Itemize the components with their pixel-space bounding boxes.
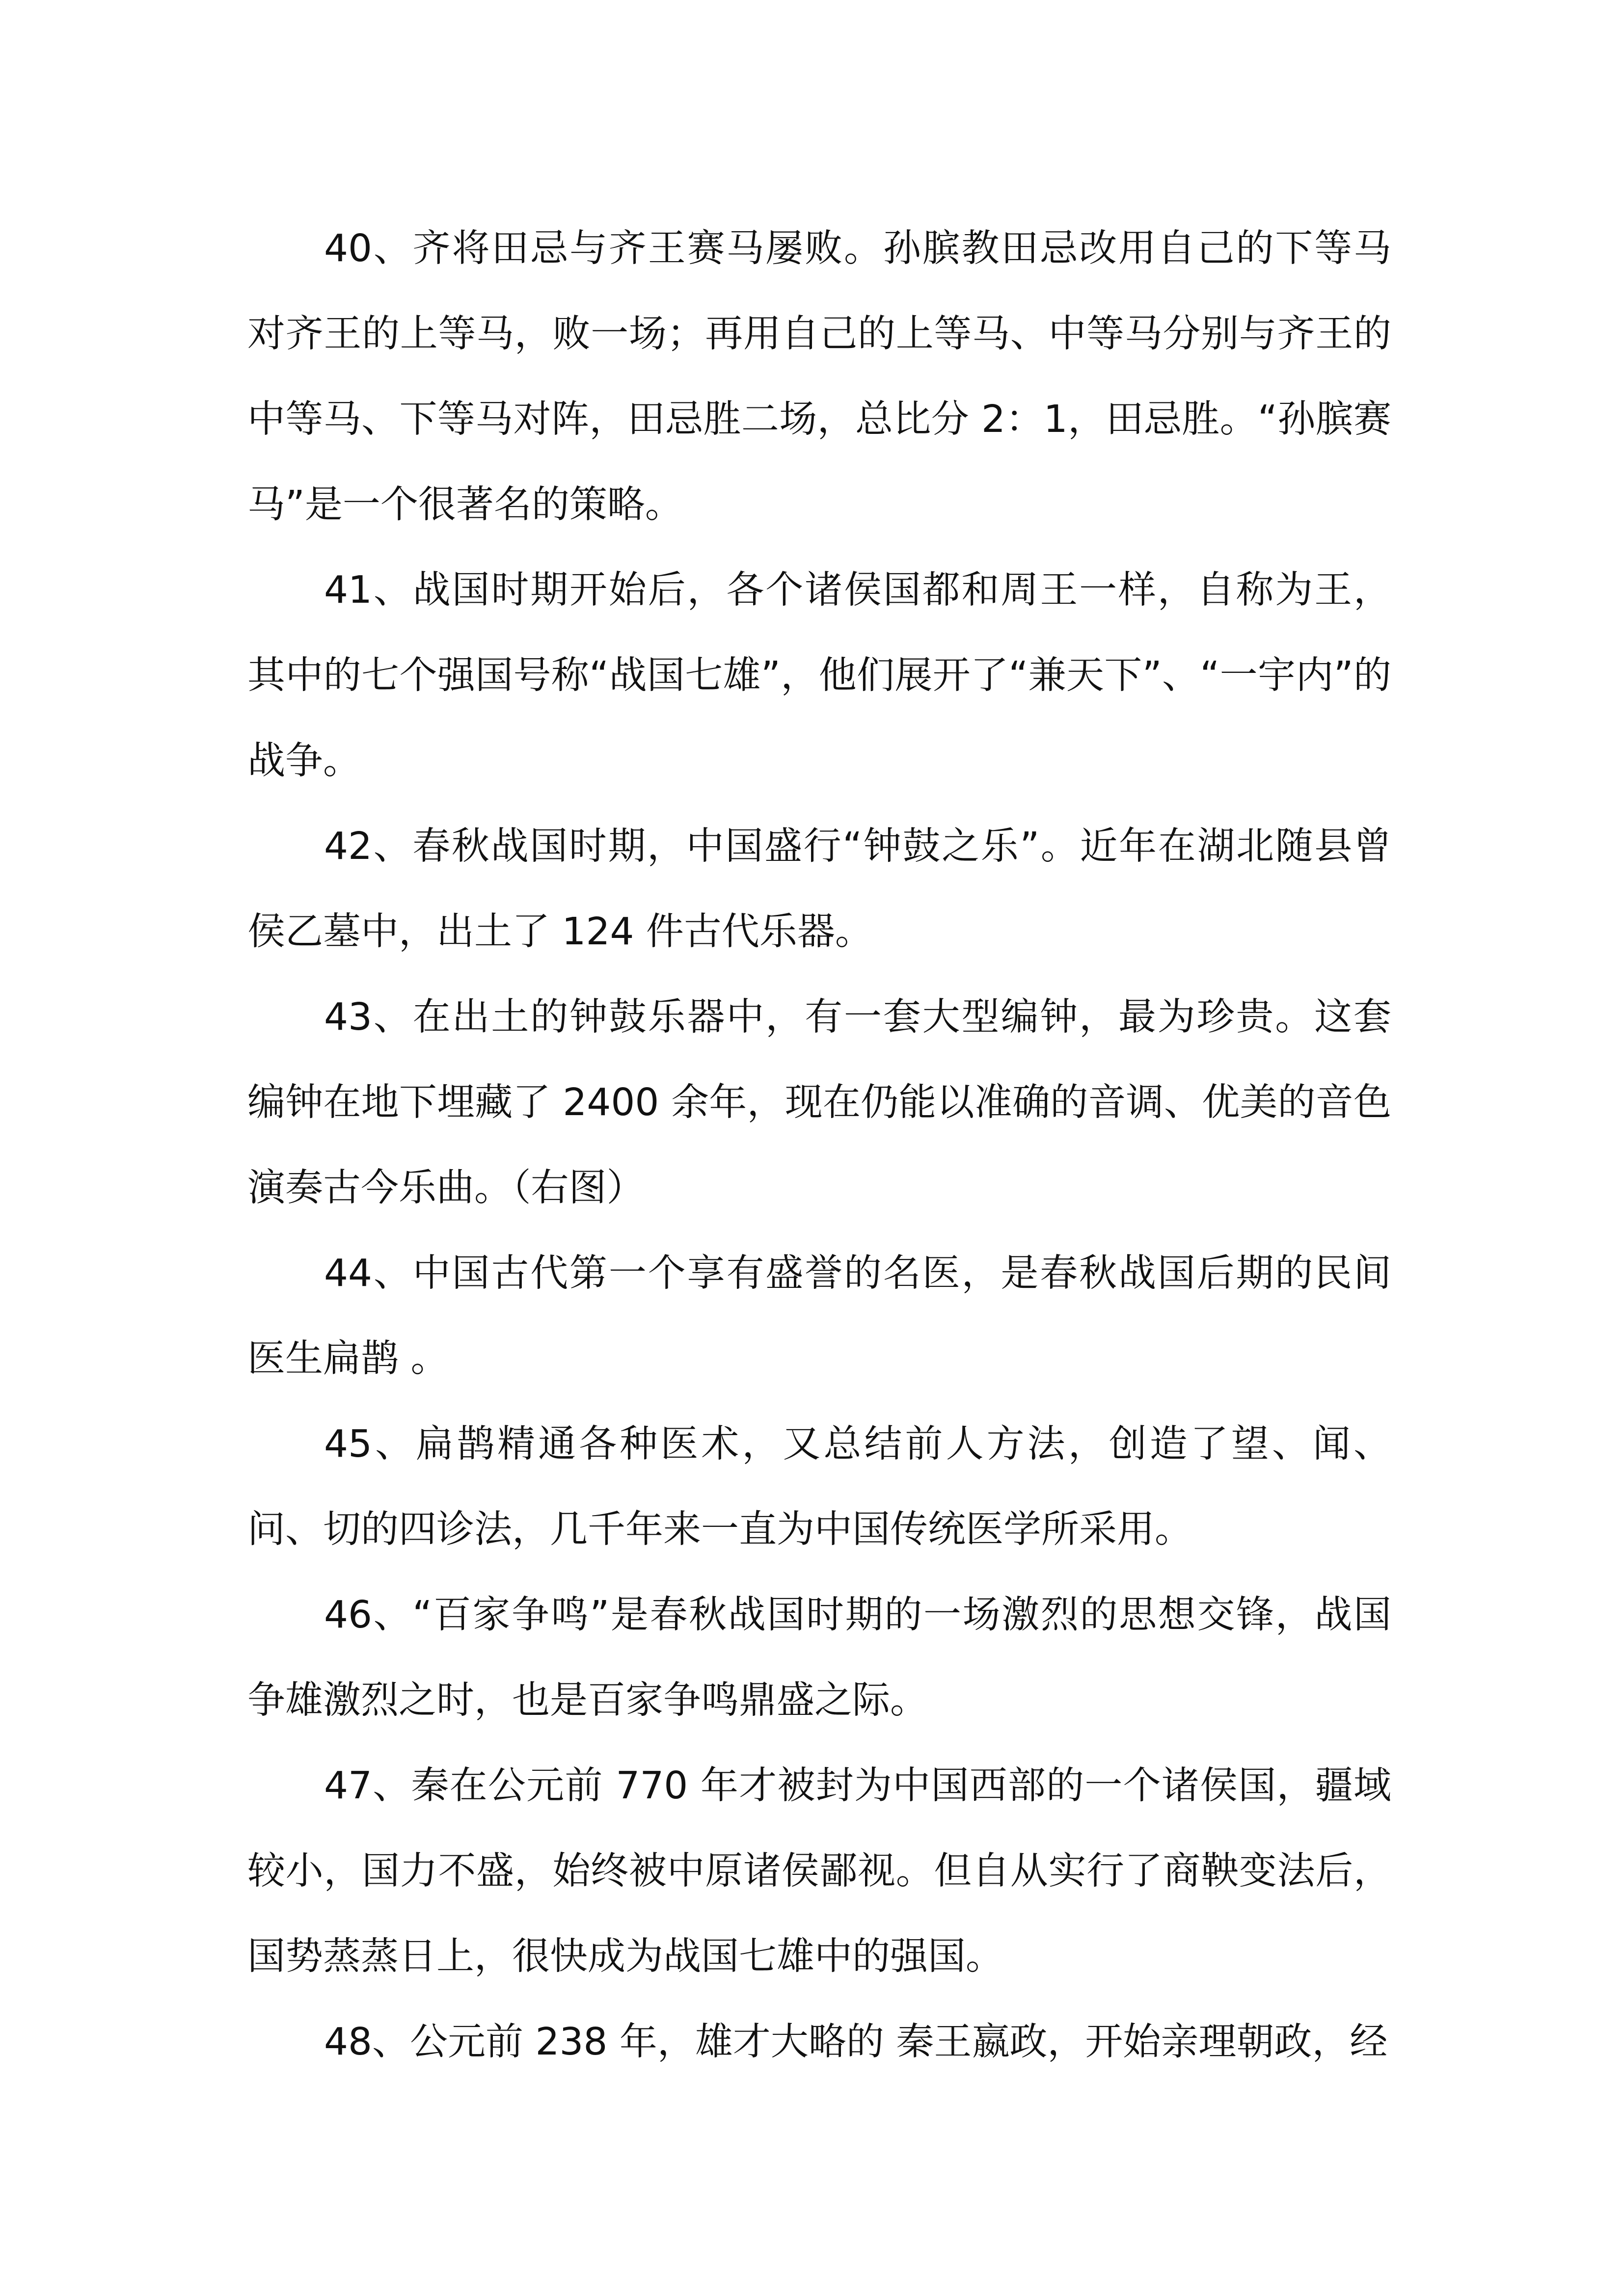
paragraph-45: 45、扁鹊精通各种医术，又总结前人方法，创造了望、闻、问、切的四诊法，几千年来一直为中国传统医学所采用。	[247, 1422, 1391, 1551]
paragraph-47: 47、秦在公元前 770 年才被封为中国西部的一个诸侯国，疆域较小，国力不盛，始终被中原诸侯鄙视。但自从实行了商鞅变法后，国势蒸蒸日上，很快成为战国七雄中的强国。	[247, 1764, 1391, 1978]
paragraph-48: 48、公元前 238 年，雄才大略的 秦王嬴政，开始亲理朝政，经	[324, 2020, 1388, 2064]
paragraph-40: 40、齐将田忌与齐王赛马屡败。孙膑教田忌改用自己的下等马对齐王的上等马，败一场；再用自己的上等马、中等马分别与齐王的中等马、下等马对阵，田忌胜二场，总比分 2：1，田忌胜。“孙膑赛马”是一个很著名的策略。	[247, 227, 1391, 527]
paragraph-43: 43、在出土的钟鼓乐器中，有一套大型编钟，最为珍贵。这套编钟在地下埋藏了 2400 余年，现在仍能以准确的音调、优美的音色演奏古今乐曲。（右图）	[247, 995, 1391, 1210]
paragraph-46: 46、“百家争鸣”是春秋战国时期的一场激烈的思想交锋，战国争雄激烈之时，也是百家争鸣鼎盛之际。	[247, 1593, 1391, 1722]
document-body	[247, 206, 1391, 2085]
paragraph-41: 41、战国时期开始后，各个诸侯国都和周王一样，自称为王，其中的七个强国号称“战国七雄”，他们展开了“兼天下”、“一宇内”的战争。	[247, 568, 1391, 783]
paragraph-42: 42、春秋战国时期，中国盛行“钟鼓之乐”。近年在湖北随县曾侯乙墓中，出土了 124 件古代乐器。	[247, 825, 1391, 954]
paragraph-44: 44、中国古代第一个享有盛誉的名医，是春秋战国后期的民间医生扁鹊 。	[247, 1252, 1391, 1381]
